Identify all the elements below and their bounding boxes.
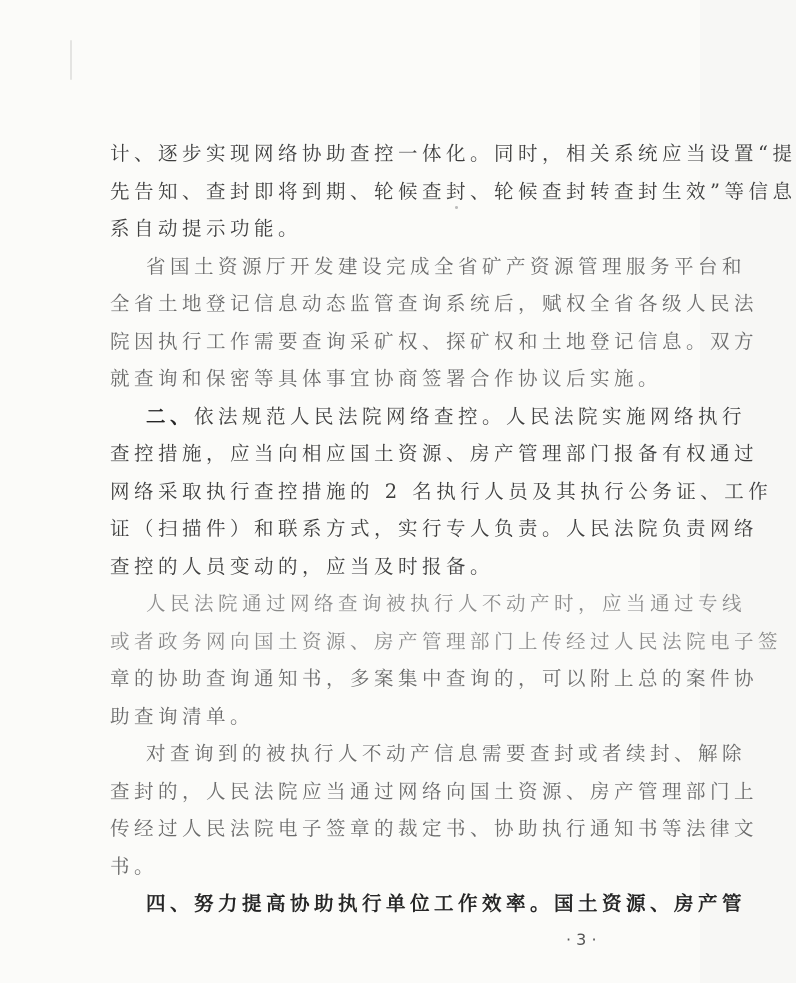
paragraph-line: 省国土资源厅开发建设完成全省矿产资源管理服务平台和 bbox=[146, 255, 747, 278]
paragraph-line: 就查询和保密等具体事宜协商签署合作协议后实施。 bbox=[110, 367, 663, 390]
paragraph-line: 对查询到的被执行人不动产信息需要查封或者续封、解除 bbox=[146, 742, 747, 765]
paragraph-line: 全省土地登记信息动态监管查询系统后，赋权全省各级人民法 bbox=[110, 292, 759, 315]
paragraph-line: 计、逐步实现网络协助查控一体化。同时，相关系统应当设置“提 bbox=[110, 142, 796, 165]
section-number: 四、 bbox=[146, 892, 195, 915]
paragraph-line: 查封的，人民法院应当通过网络向国土资源、房产管理部门上 bbox=[110, 780, 759, 803]
scan-shadow bbox=[70, 40, 72, 80]
paragraph-line: 院因执行工作需要查询采矿权、探矿权和土地登记信息。双方 bbox=[110, 330, 759, 353]
section-heading-text: 努力提高协助执行单位工作效率。国土资源、房产管 bbox=[194, 892, 747, 915]
paragraph-line: 网络采取执行查控措施的 2 名执行人员及其执行公务证、工作 bbox=[110, 480, 773, 503]
section-heading-2 bbox=[146, 404, 747, 430]
paragraph-line: 系自动提示功能。 bbox=[110, 217, 303, 240]
page-number: · 3 · bbox=[566, 930, 597, 949]
paragraph-line: 查控的人员变动的，应当及时报备。 bbox=[110, 555, 495, 578]
paragraph-line: 人民法院通过网络查询被执行人不动产时，应当通过专线 bbox=[146, 592, 747, 615]
scan-speck bbox=[455, 206, 458, 209]
paragraph-line: 书。 bbox=[110, 855, 159, 878]
section-heading-text: 依法规范人民法院网络查控。人民法院实施网络执行 bbox=[194, 405, 747, 428]
paragraph-line: 助查询清单。 bbox=[110, 705, 255, 728]
paragraph-line: 章的协助查询通知书，多案集中查询的，可以附上总的案件协 bbox=[110, 667, 759, 690]
paragraph-line: 传经过人民法院电子签章的裁定书、协助执行通知书等法律文 bbox=[110, 817, 759, 840]
paragraph-line: 先告知、查封即将到期、轮候查封、轮候查封转查封生效”等信息 bbox=[110, 180, 796, 203]
section-number: 二、 bbox=[146, 405, 195, 428]
paragraph-line: 或者政务网向国土资源、房产管理部门上传经过人民法院电子签 bbox=[110, 630, 783, 653]
paragraph-line: 查控措施，应当向相应国土资源、房产管理部门报备有权通过 bbox=[110, 442, 759, 465]
section-heading-4 bbox=[146, 891, 747, 917]
paragraph-line: 证（扫描件）和联系方式，实行专人负责。人民法院负责网络 bbox=[110, 517, 759, 540]
